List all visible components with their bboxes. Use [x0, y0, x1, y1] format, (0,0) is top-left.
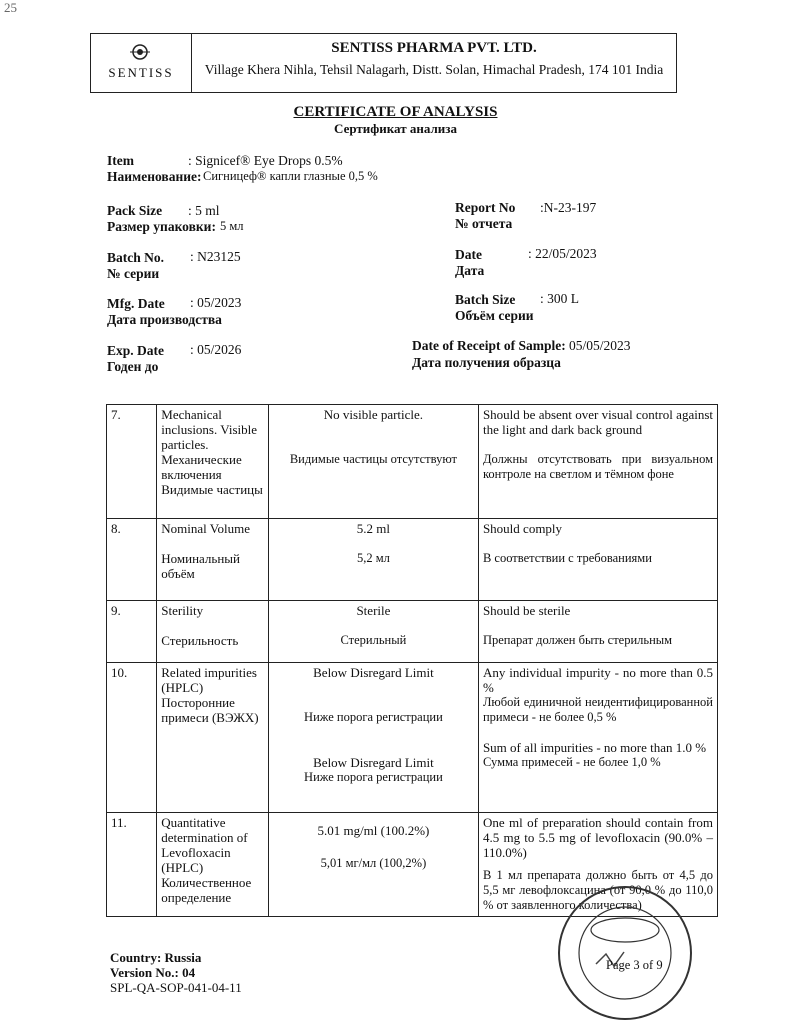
test-spec [478, 601, 717, 663]
batch-size-value: : 300 L [540, 291, 579, 306]
test-spec [478, 405, 717, 519]
test-name [157, 813, 269, 917]
date-label-ru: Дата [455, 263, 485, 278]
test-result [268, 663, 478, 813]
test-spec2-en: Sum of all impurities - no more than 1.0 % [482, 740, 707, 755]
test-spec-en: One ml of preparation should contain from 4.5 mg to 5.5 mg of levofloxacin (90.0% – 110.0%) [482, 815, 713, 860]
item-value-ru: Сигницеф® капли глазные 0,5 % [203, 169, 378, 183]
test-spec-en: Should be absent over visual control against the light and dark back ground [482, 407, 713, 437]
test-spec-ru: Препарат должен быть стерильным [482, 633, 673, 647]
test-spec-ru: Должны отсутствовать при визуальном контроле на светлом и тёмном фоне [482, 452, 713, 481]
company-name: SENTISS PHARMA PVT. LTD. [331, 40, 537, 56]
pack-size-value-ru: 5 мл [220, 219, 244, 233]
logo-text: SENTISS [108, 65, 174, 80]
test-result [268, 405, 478, 519]
table-row [107, 405, 718, 519]
test-name [157, 601, 269, 663]
test-name-en: Nominal Volume [161, 521, 250, 536]
test-result2-en: Below Disregard Limit [313, 755, 434, 770]
test-spec-en: Should be sterile [482, 603, 571, 618]
logo-icon [129, 43, 151, 61]
exp-date-value: : 05/2026 [190, 342, 242, 357]
footer-country: Country: Russia [110, 950, 202, 965]
test-number: 8. [107, 519, 157, 601]
footer-sop: SPL-QA-SOP-041-04-11 [110, 980, 242, 995]
item-label: Item [107, 153, 134, 168]
results-table [106, 404, 718, 917]
test-result-ru: 5,01 мг/мл (100,2%) [320, 856, 427, 870]
report-no-label-ru: № отчета [455, 216, 513, 231]
table-row [107, 519, 718, 601]
test-spec [478, 663, 717, 813]
test-name-en: Mechanical inclusions. Visible particles. [161, 407, 258, 452]
test-result-en: No visible particle. [323, 407, 424, 422]
test-name-ru: Стерильность [161, 633, 239, 648]
test-name-ru: Механические включения Видимые частицы [161, 452, 263, 497]
page-number: Page 3 of 9 [606, 958, 663, 972]
pack-size-value: : 5 ml [188, 203, 220, 218]
test-name-en: Sterility [161, 603, 204, 618]
test-spec2-ru: Сумма примесей - не более 1,0 % [482, 755, 661, 769]
test-result-en: 5.2 ml [356, 521, 391, 536]
batch-size-label: Batch Size [455, 292, 516, 307]
exp-date-label: Exp. Date [107, 343, 164, 358]
test-number: 11. [107, 813, 157, 917]
batch-size-label-ru: Объём серии [455, 308, 534, 323]
test-spec-ru: Любой единичной неидентифицированной примеси - не более 0,5 % [482, 695, 713, 724]
test-name [157, 519, 269, 601]
receipt-date-value: 05/05/2023 [569, 338, 631, 353]
test-name [157, 663, 269, 813]
test-result-en: 5.01 mg/ml (100.2%) [317, 823, 430, 838]
test-result-ru: Стерильный [340, 633, 407, 647]
test-spec-ru: В 1 мл препарата должно быть от 4,5 до 5,5 мг левофлоксацина (от 90,0 % до 110,0 % от заявленного количества) [482, 868, 713, 912]
letterhead [90, 33, 677, 93]
test-result [268, 519, 478, 601]
test-result [268, 813, 478, 917]
exp-date-label-ru: Годен до [107, 359, 159, 374]
company-address: Village Khera Nihla, Tehsil Nalagarh, Distt. Solan, Himachal Pradesh, 174 101 India [204, 62, 664, 77]
test-result-en: Sterile [356, 603, 391, 618]
logo [91, 34, 192, 92]
receipt-date-label-ru: Дата получения образца [412, 355, 561, 370]
test-name-ru: Количественное определение [161, 875, 252, 905]
test-name-en: Quantitative determination of Levofloxacin (HPLC) [161, 815, 248, 875]
quality-stamp [556, 884, 694, 1022]
table-row [107, 663, 718, 813]
test-name [157, 405, 269, 519]
report-no-value: :N-23-197 [540, 200, 597, 215]
batch-no-value: : N23125 [190, 249, 241, 264]
pack-size-label-ru: Размер упаковки: [107, 219, 216, 234]
test-number: 10. [107, 663, 157, 813]
test-spec-en: Should comply [482, 521, 563, 536]
test-result-ru: Ниже порога регистрации [304, 710, 443, 724]
page-corner-mark: 25 [4, 0, 17, 15]
mfg-date-label-ru: Дата производства [107, 312, 222, 327]
test-result2-ru: Ниже порога регистрации [304, 770, 443, 784]
test-result [268, 601, 478, 663]
mfg-date-label: Mfg. Date [107, 296, 165, 311]
test-number: 9. [107, 601, 157, 663]
test-name-en: Related impurities (HPLC) [161, 665, 257, 695]
test-spec [478, 519, 717, 601]
item-label-ru: Наименование: [107, 169, 202, 184]
mfg-date-value: : 05/2023 [190, 295, 242, 310]
receipt-date-label: Date of Receipt of Sample: [412, 338, 566, 353]
batch-no-label: Batch No. [107, 250, 164, 265]
test-result-ru: 5,2 мл [356, 551, 390, 565]
document-title: CERTIFICATE OF ANALYSIS [293, 104, 498, 120]
test-result-ru: Видимые частицы отсутствуют [289, 452, 457, 466]
table-row [107, 601, 718, 663]
report-no-label: Report No [455, 200, 516, 215]
footer-version: Version No.: 04 [110, 965, 196, 980]
batch-no-label-ru: № серии [107, 266, 160, 281]
test-spec-ru: В соответствии с требованиями [482, 551, 652, 565]
item-value: : Signicef® Eye Drops 0.5% [188, 153, 343, 168]
document-subtitle: Сертификат анализа [334, 121, 457, 136]
test-spec-en: Any individual impurity - no more than 0.5 % [482, 665, 713, 695]
date-label: Date [455, 247, 482, 262]
pack-size-label: Pack Size [107, 203, 163, 218]
date-value: : 22/05/2023 [528, 246, 597, 261]
test-name-ru: Посторонние примеси (ВЭЖХ) [161, 695, 259, 725]
test-name-ru: Номинальный объём [161, 551, 240, 581]
test-result-en: Below Disregard Limit [313, 665, 434, 680]
test-number: 7. [107, 405, 157, 519]
